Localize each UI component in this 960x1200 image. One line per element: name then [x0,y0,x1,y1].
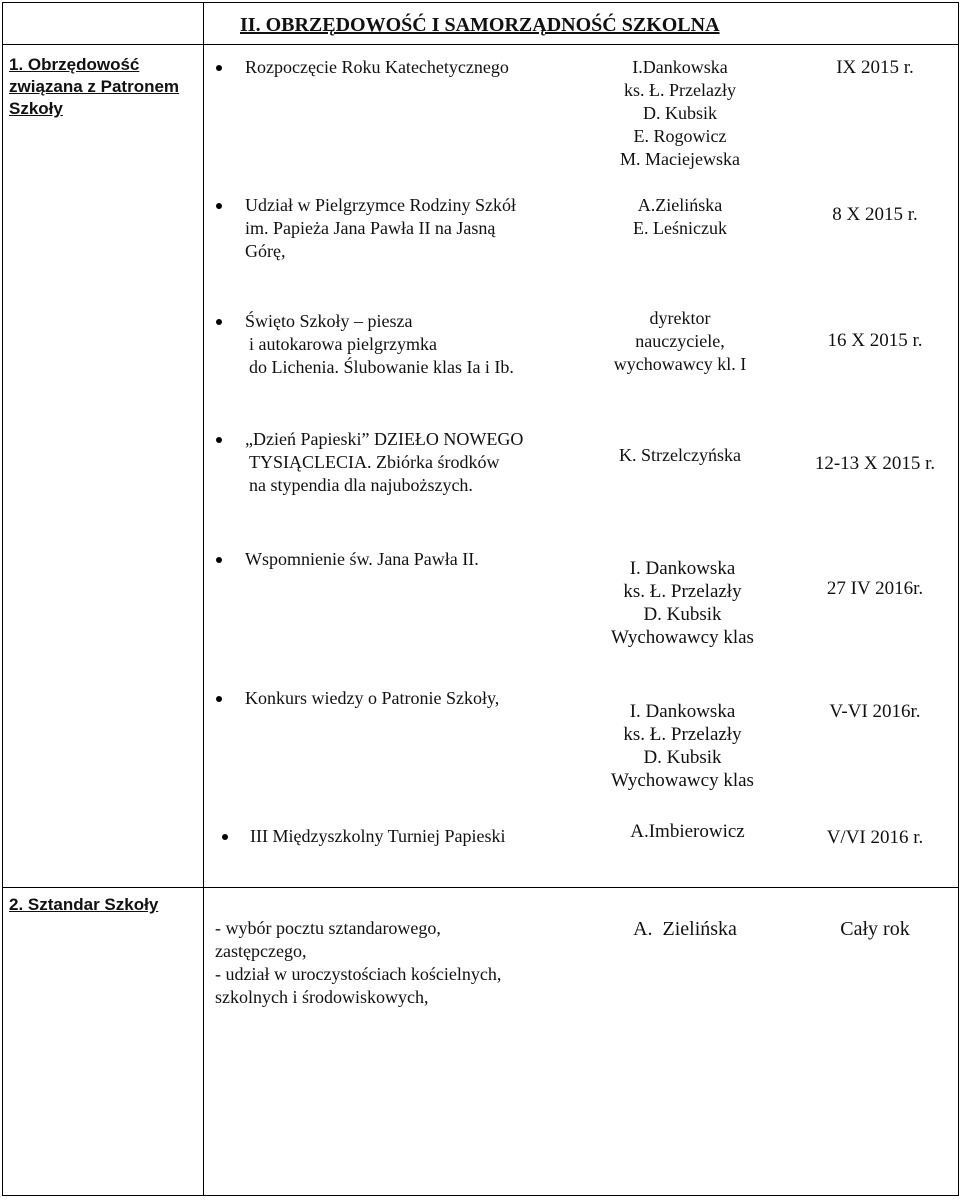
event-row-2 [245,194,516,263]
bullet-icon [216,696,222,702]
event-row-6 [245,687,499,710]
table-right-border [958,2,959,1196]
date-row-3: 16 X 2015 r. [827,330,923,351]
people-row-3 [600,307,760,376]
date-row-5: 27 IV 2016r. [826,578,924,599]
event-row-4 [245,428,523,497]
sztandar-line: - udział w uroczystościach kościelnych, [215,964,502,984]
people-row-2 [600,194,760,240]
section-1-label-line: 1. Obrzędowość [9,55,140,74]
event-row-3 [245,310,514,379]
table-bottom-border [2,1195,958,1196]
person: nauczyciele, [635,331,725,351]
person: A.Zielińska [637,195,723,215]
event-text: do Lichenia. Ślubowanie klas Ia i Ib. [249,357,514,377]
event-text: Wspomnienie św. Jana Pawła II. [245,549,479,569]
section-2-label [9,894,158,916]
table-left-border [2,2,3,1196]
section-divider [2,887,958,888]
event-text: Rozpoczęcie Roku Katechetycznego [245,57,509,77]
person: Wychowawcy klas [611,770,754,791]
people-row-1 [590,56,770,171]
person: I. Dankowska [629,558,736,579]
event-text: Górę, [245,241,286,261]
header-bottom-border [2,44,958,45]
event-text: „Dzień Papieski” DZIEŁO NOWEGO [245,429,524,449]
sztandar-description [215,917,501,1009]
person: E. Leśniczuk [633,218,727,238]
section-1-label-line: związana z Patronem [9,77,180,96]
event-text: i autokarowa pielgrzymka [249,334,437,354]
person: ks. Ł. Przelazły [623,581,742,602]
people-row-5 [585,557,780,649]
section-1-label [9,54,179,120]
person: dyrektor [649,308,711,328]
event-row-1 [245,56,509,79]
event-text: III Międzyszkolny Turniej Papieski [250,826,506,846]
date-row-4: 12-13 X 2015 r. [814,453,936,474]
bullet-icon [222,834,228,840]
sztandar-line: - wybór pocztu sztandarowego, [215,918,441,938]
person: E. Rogowicz [633,126,727,146]
person: D. Kubsik [643,747,722,768]
sztandar-line: szkolnych i środowiskowych, [215,987,429,1007]
sztandar-people: A. Zielińska [633,918,737,940]
date-row-7: V/VI 2016 r. [826,827,924,848]
sztandar-date: Cały rok [840,918,910,940]
person: ks. Ł. Przelazły [624,80,736,100]
bullet-icon [216,65,222,71]
date-row-2: 8 X 2015 r. [832,204,918,225]
person: D. Kubsik [643,604,722,625]
event-row-7 [250,825,505,848]
event-text: Święto Szkoły – piesza [245,311,413,331]
bullet-icon [216,557,222,563]
event-text: Udział w Pielgrzymce Rodziny Szkół [245,195,516,215]
person: wychowawcy kl. I [613,354,747,374]
date-row-1: IX 2015 r. [836,57,914,78]
person: D. Kubsik [642,103,717,123]
event-text: im. Papieża Jana Pawła II na Jasną [245,218,496,238]
person: I. Dankowska [629,701,736,722]
event-text: Konkurs wiedzy o Patronie Szkoły, [245,688,500,708]
person: Wychowawcy klas [611,627,754,648]
person: A.Imbierowicz [630,821,745,842]
people-row-7 [605,820,770,843]
column-divider [203,2,204,1196]
bullet-icon [216,203,222,209]
event-text: TYSIĄCLECIA. Zbiórka środków [249,452,500,472]
date-row-6: V-VI 2016r. [829,701,921,722]
section-1-label-line: Szkoły [9,99,63,118]
bullet-icon [216,319,222,325]
people-row-6 [585,700,780,792]
people-row-4 [600,444,760,467]
table-top-border [2,2,958,3]
event-text: na stypendia dla najuboższych. [249,475,473,495]
page-title: II. OBRZĘDOWOŚĆ I SAMORZĄDNOŚĆ SZKOLNA [240,14,720,36]
section-2-label-line: 2. Sztandar Szkoły [9,895,159,914]
sztandar-line: zastępczego, [215,941,307,961]
person: I.Dankowska [632,57,728,77]
bullet-icon [216,437,222,443]
person: M. Maciejewska [620,149,740,169]
event-row-5 [245,548,479,571]
person: ks. Ł. Przelazły [623,724,742,745]
person: K. Strzelczyńska [619,445,741,465]
